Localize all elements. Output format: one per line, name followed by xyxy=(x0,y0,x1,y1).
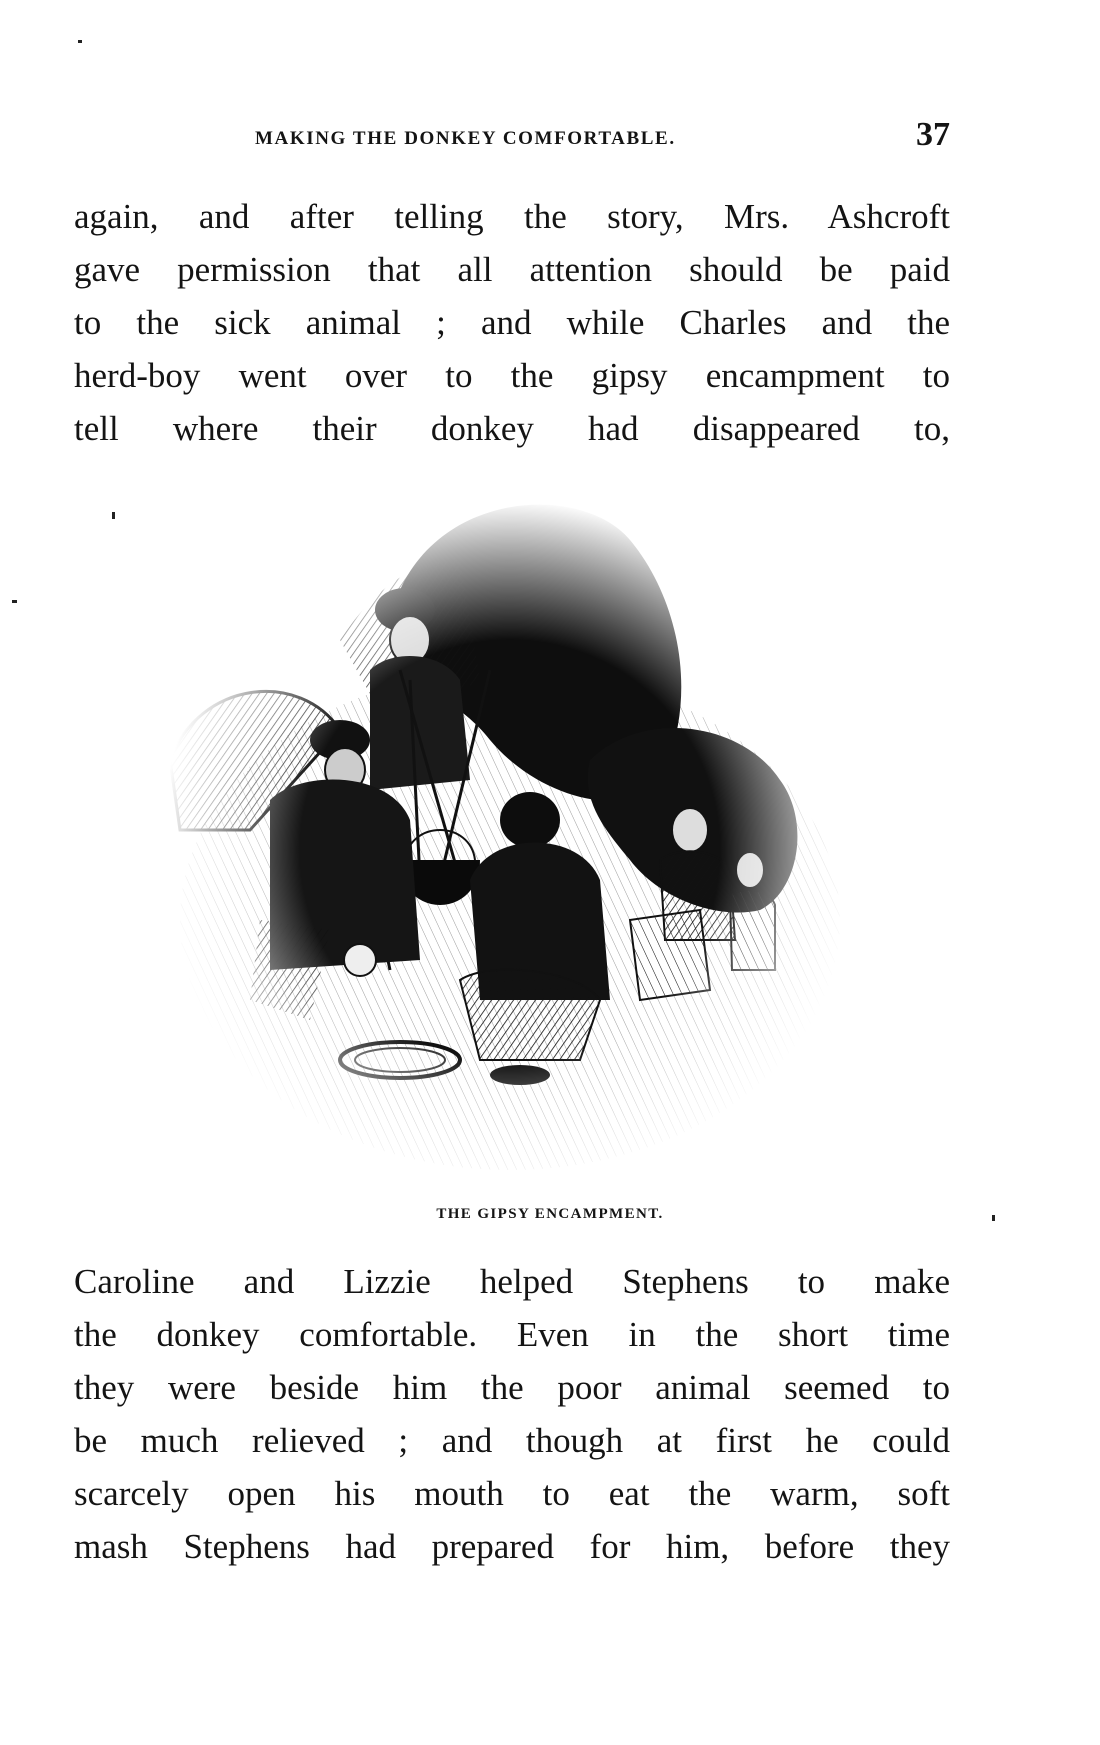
running-title: MAKING THE DONKEY COMFORTABLE. xyxy=(255,128,676,149)
page-number: 37 xyxy=(916,116,950,153)
text-line: to the sick animal ; and while Charles and the xyxy=(74,303,950,342)
text-line: mash Stephens had prepared for him, before they xyxy=(74,1527,950,1566)
gipsy-encampment-illustration xyxy=(160,500,860,1200)
paragraph-1 xyxy=(74,190,950,455)
print-speck xyxy=(112,512,115,519)
running-head xyxy=(70,116,950,156)
text-line: Caroline and Lizzie helped Stephens to make xyxy=(74,1262,950,1301)
text-line: tell where their donkey had disappeared to, xyxy=(74,409,950,448)
illustration-caption: THE GIPSY ENCAMPMENT. xyxy=(436,1206,664,1222)
text-line: be much relieved ; and though at first he could xyxy=(74,1421,950,1460)
text-line: the donkey comfortable. Even in the short time xyxy=(74,1315,950,1354)
text-line: gave permission that all attention should be paid xyxy=(74,250,950,289)
paragraph-2 xyxy=(74,1255,950,1573)
text-line: herd-boy went over to the gipsy encampment to xyxy=(74,356,950,395)
print-speck xyxy=(78,40,82,43)
print-speck xyxy=(12,600,17,603)
text-line: they were beside him the poor animal seemed to xyxy=(74,1368,950,1407)
text-line: again, and after telling the story, Mrs. Ashcroft xyxy=(74,197,950,236)
text-line: scarcely open his mouth to eat the warm, soft xyxy=(74,1474,950,1513)
